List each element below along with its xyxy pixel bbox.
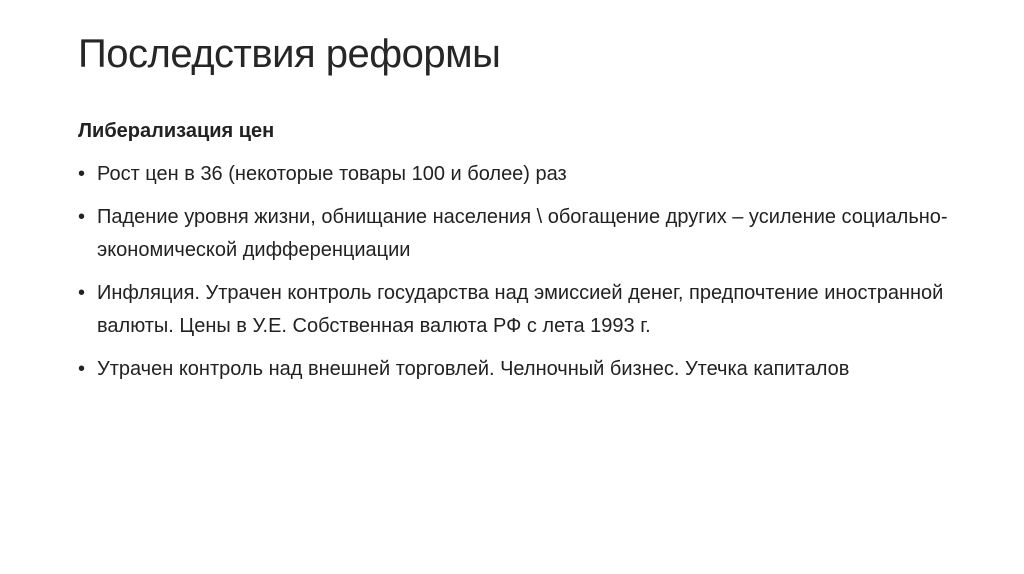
bullet-item: [78, 201, 958, 267]
bullet-text: Падение уровня жизни, обнищание населения \ обогащение других – усиление социально-экономической дифференциации: [97, 206, 948, 261]
bullet-dot-icon: •: [78, 358, 86, 380]
bullet-dot-icon: •: [78, 206, 86, 228]
bullet-dot-icon: •: [78, 282, 86, 304]
subheading: Либерализация цен: [78, 120, 275, 142]
bullet-item: [78, 353, 958, 386]
bullet-dot-icon: •: [78, 163, 86, 185]
bullet-text: Утрачен контроль над внешней торговлей. Челночный бизнес. Утечка капиталов: [97, 358, 850, 380]
bullet-item: [78, 158, 958, 191]
bullet-item: [78, 277, 958, 343]
slide-title: Последствия реформы: [78, 32, 501, 76]
bullet-text: Рост цен в 36 (некоторые товары 100 и более) раз: [97, 163, 567, 185]
bullet-list: [78, 158, 958, 386]
bullet-text: Инфляция. Утрачен контроль государства над эмиссией денег, предпочтение иностранной валюты. Цены в У.Е. Собственная валюта РФ с лета 1993 г.: [97, 282, 944, 337]
slide-content: [78, 116, 958, 396]
